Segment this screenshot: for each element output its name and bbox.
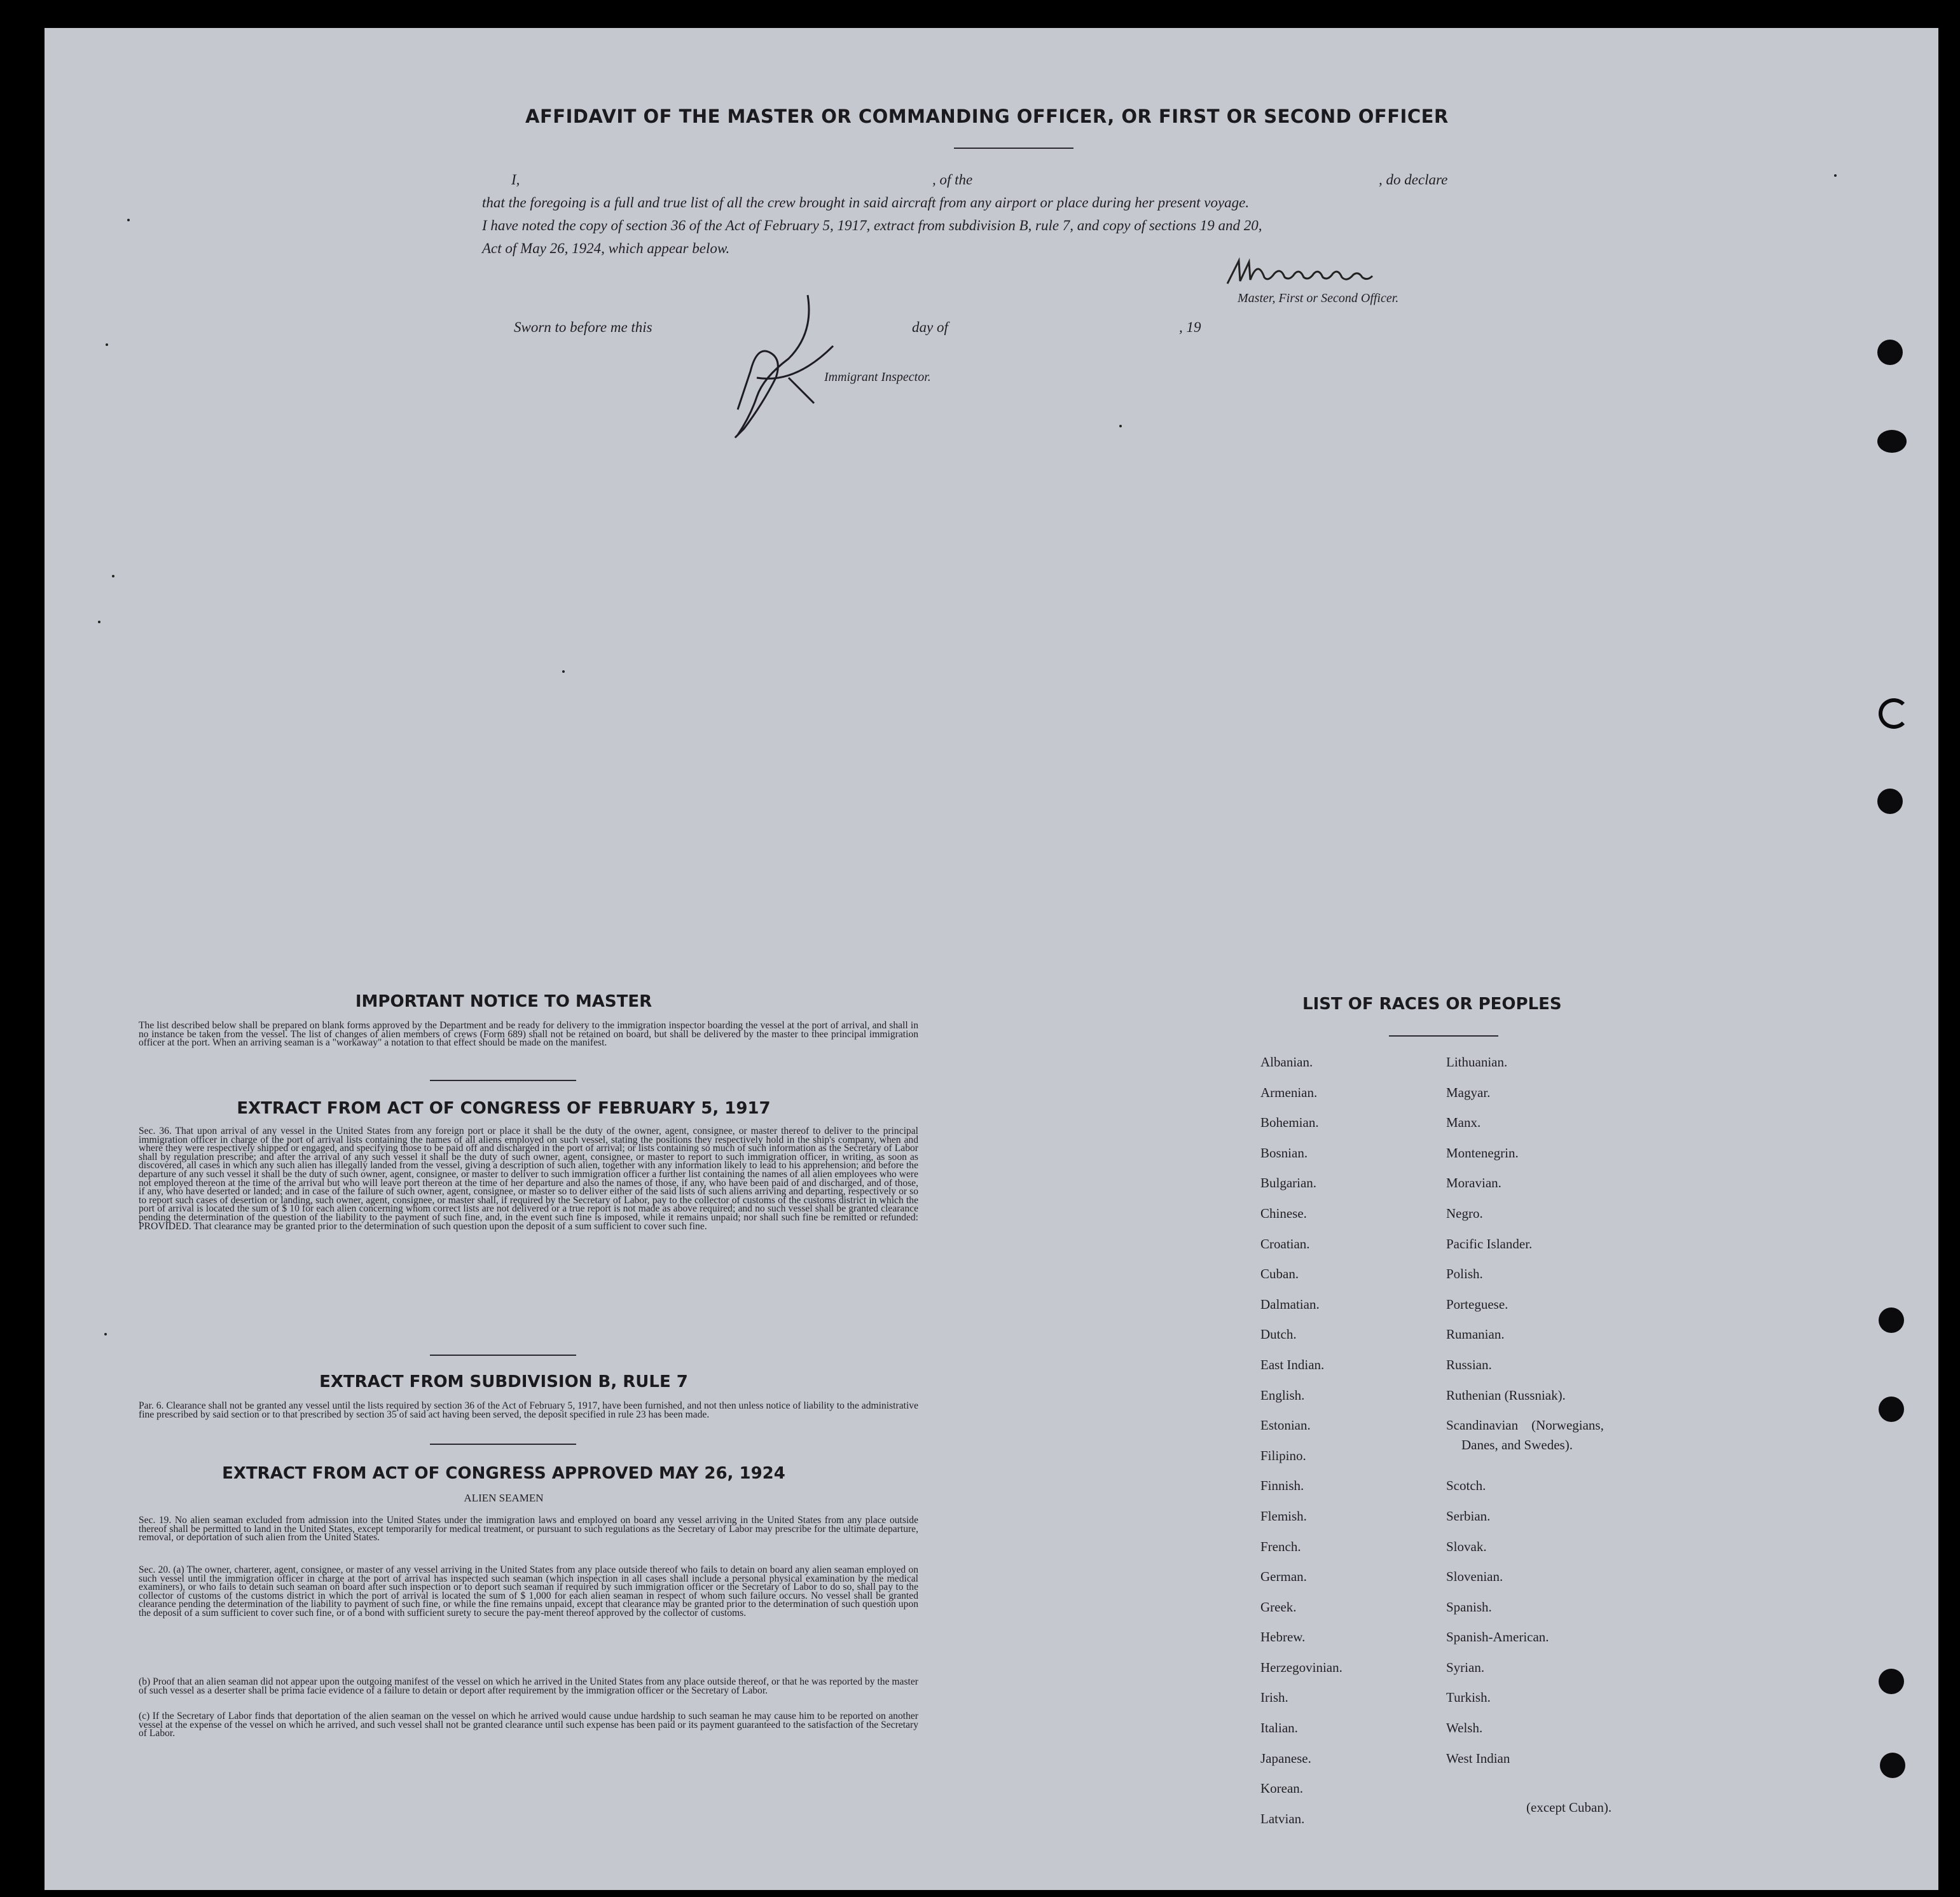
race-item: West Indian (1446, 1750, 1510, 1766)
punch-hole (1877, 340, 1903, 365)
speck (127, 219, 130, 221)
speck (562, 670, 565, 673)
race-item: Turkish. (1446, 1690, 1491, 1706)
affidavit-title: AFFIDAVIT OF THE MASTER OR COMMANDING OFFICER, OR FIRST OR SECOND OFFICER (525, 106, 1449, 127)
race-item: Welsh. (1446, 1720, 1483, 1736)
extract-1917-text: Sec. 36. That upon arrival of any vessel in the United States from any foreign port or place it shall be the duty of the owner, agent, consignee, or master thereof to deliver to the principal immigration officer in charge of the port of arrival lists containing the names of all aliens employed on such vessel, stating the positions they respectively hold in the ship's company, when and where they were respectively shipped or engaged, and specifying those to be paid off and discharged in the port of arrival; or lists containing so much of such information as the Secretary of Labor shall by regulation prescribe; and after the arrival of any such vessel it shall be the duty of such owner, agent, consignee, or master to report to such immigration officer, in writing, as soon as discovered, all cases in which any such alien has illegally landed from the vessel, giving a description of such alien, together with any information likely to lead to his apprehension; and before the departure of any such vessel it shall be the duty of such owner, agent, consignee, or master to deliver to such immigration officer a further list containing the names of all alien employees who were not employed thereon at the time of the arrival but who will leave port thereon at the time of her departure and also the names of those, if any, who have been paid of and discharged, and of those, if any, who have deserted or landed; and in case of the failure of such owner, agent, consignee, or master so to deliver either of the said lists of such aliens arriving and departing, respectively or so to report such cases of desertion or landing, such owner, agent, consignee, or master shall, if required by the Secretary of Labor, pay to the collector of customs of the customs district in which the port of arrival is located the sum of $ 10 for each alien concerning whom correct lists are not delivered or a true report is not made as above required; and no such vessel shall be granted clearance pending the determination of the question of the liability to the payment of such fine, and, in the event such fine is imposed, while it remains unpaid; nor shall such fine be remitted or refunded: PROVIDED. That clearance may be granted prior to the determination of such question upon the deposit of a sum sufficient to cover such fine. (139, 1126, 918, 1232)
race-item: Estonian. (1260, 1418, 1311, 1433)
races-rule (1389, 1035, 1498, 1037)
rule7-text: Par. 6. Clearance shall not be granted any vessel until the lists required by section 36 of the Act of February 5, 1917, have been furnished, and not then unless notice of liability to the administrative fine prescribed by said section or to that prescribed by section 35 of said act having been served, the deposit specified in rule 23 has been made. (139, 1400, 918, 1420)
race-item: Slovak. (1446, 1538, 1487, 1554)
race-item: Albanian. (1260, 1054, 1313, 1070)
race-item: Chinese. (1260, 1205, 1307, 1221)
race-item: Porteguese. (1446, 1296, 1508, 1312)
speck (106, 343, 108, 346)
race-item: Ruthenian (Russniak). (1446, 1387, 1566, 1403)
races-title: LIST OF RACES OR PEOPLES (1302, 995, 1562, 1014)
declaration-line-4: Act of May 26, 1924, which appear below. (482, 240, 730, 256)
extract-1924-subtitle: ALIEN SEAMEN (464, 1492, 544, 1504)
race-item: Negro. (1446, 1205, 1483, 1221)
inspector-caption: Immigrant Inspector. (824, 370, 931, 384)
race-item: Cuban. (1260, 1266, 1299, 1282)
race-item: Hebrew. (1260, 1629, 1306, 1645)
race-item: Dalmatian. (1260, 1296, 1320, 1312)
sec-19-text: Sec. 19. No alien seaman excluded from admission into the United States under the immigration laws and employed on board any vessel arriving in the United States from any place outside thereof shall be permitted to land in the United States, except temporarily for medical treatment, or pursuant to such regulations as the Secretary of Labor may prescribe for the ultimate departure, removal, or deportation of such alien from the United States. (139, 1515, 918, 1543)
race-item: Russian. (1446, 1356, 1492, 1372)
race-item: Moravian. (1446, 1175, 1501, 1191)
declaration-do-declare: , do declare (1379, 172, 1448, 188)
notice-title: IMPORTANT NOTICE TO MASTER (355, 992, 652, 1011)
punch-hole (1879, 1307, 1904, 1333)
rule7-title: EXTRACT FROM SUBDIVISION B, RULE 7 (319, 1372, 688, 1391)
race-item: Spanish-American. (1446, 1629, 1549, 1645)
sworn-text: Sworn to before me this (514, 319, 652, 335)
race-item: English. (1260, 1387, 1305, 1403)
declaration-line-3: I have noted the copy of section 36 of the Act of February 5, 1917, extract from subdivision B, rule 7, and copy of sections 19 and 20, (482, 217, 1262, 233)
race-item: Spanish. (1446, 1599, 1492, 1615)
day-of-text: day of (912, 319, 948, 335)
declaration-i: I, (511, 172, 520, 188)
notice-text: The list described below shall be prepared on blank forms approved by the Department and be ready for delivery to the immigration inspector boarding the vessel at the port of arrival, and shall in no instance be taken from the vessel. The list of changes of alien members of crews (Form 689) shall not be retained on board, but shall be delivered by the master to thee principal immigration officer at the port. When an arriving seaman is a "workaway" a notation to that effect should be made on the manifest. (139, 1020, 918, 1049)
extract-1917-rule (430, 1355, 576, 1356)
speck (104, 1333, 107, 1335)
race-item: Slovenian. (1446, 1569, 1503, 1585)
race-item: Latvian. (1260, 1811, 1305, 1826)
races-right-list (1446, 1054, 1604, 1781)
year-prefix: , 19 (1179, 319, 1201, 335)
sec-20c-text: (c) If the Secretary of Labor finds that deportation of the alien seaman on the vessel on which he arrived would cause undue hardship to such seaman he may cause him to be reported on another vessel at the expense of the vessel on which he arrived, and such vessel shall not be granted clearance until such expense has been paid or its payment guaranteed to the satisfaction of the Secretary of Labor. (139, 1711, 918, 1739)
race-item: Lithuanian. (1446, 1054, 1508, 1070)
race-item: Irish. (1260, 1690, 1288, 1706)
punch-hole (1879, 1397, 1904, 1422)
race-item: Magyar. (1446, 1084, 1491, 1100)
race-item: Dutch. (1260, 1327, 1297, 1342)
rule7-rule (430, 1444, 576, 1445)
race-item: Syrian. (1446, 1659, 1485, 1675)
title-rule (954, 148, 1073, 149)
race-item: Scandinavian (Norwegians, (1446, 1418, 1604, 1433)
race-item: Pacific Islander. (1446, 1236, 1533, 1252)
sec-20b-text: (b) Proof that an alien seaman did not appear upon the outgoing manifest of the vessel on which he arrived in the United States from any place outside thereof, or that he was reported by the master of such vessel as a deserter shall be prima facie evidence of a failure to detain or deport after requirement by the immigration officer or the Secretary of Labor. (139, 1676, 918, 1696)
race-item: Herzegovinian. (1260, 1659, 1342, 1675)
master-caption: Master, First or Second Officer. (1238, 291, 1399, 305)
speck (1119, 425, 1122, 427)
race-item: French. (1260, 1538, 1301, 1554)
scandinavian-continuation: Danes, and Swedes). (1461, 1437, 1573, 1452)
punch-hole (1877, 789, 1903, 814)
punch-hole (1879, 698, 1909, 729)
race-item: Bohemian. (1260, 1115, 1319, 1131)
declaration-of-the: , of the (932, 172, 973, 188)
speck (98, 621, 100, 623)
sec-20a-text: Sec. 20. (a) The owner, charterer, agent, consignee, or master of any vessel arriving in the United States from any place outside thereof who fails to detain on board any alien seaman employed on such vessel until the immigration officer in charge at the port of arrival has inspected such seaman (which inspection in all cases shall include a personal physical examination by the medical examiners), or who fails to detain such seaman on board after such inspection or to deport such seaman if required by such immigration officer or the Secretary of Labor to do so, shall pay to the collector of customs of the customs district in which the port of arrival is located the sum of $ 1,000 for each alien seaman in respect of whom such failure occurs. No vessel shall be granted clearance pending the determination of the liability to payment of such fine, or while the fine remains unpaid, except that clearance may be granted prior to the determination of such question upon the deposit of a sum sufficient to cover such fine, or of a bond with sufficient surety to secure the pay-ment thereof approved by the collector of customs. (139, 1564, 918, 1618)
race-item: Scotch. (1446, 1478, 1486, 1494)
race-item: Japanese. (1260, 1750, 1311, 1766)
race-item: German. (1260, 1569, 1307, 1585)
race-item: Korean. (1260, 1781, 1304, 1797)
race-item: Italian. (1260, 1720, 1298, 1736)
notice-rule (430, 1080, 576, 1081)
race-item: Serbian. (1446, 1508, 1491, 1524)
race-item: Armenian. (1260, 1084, 1318, 1100)
extract-1924-title: EXTRACT FROM ACT OF CONGRESS APPROVED MAY 26, 1924 (222, 1464, 785, 1483)
race-item: Bulgarian. (1260, 1175, 1317, 1191)
extract-1917-title: EXTRACT FROM ACT OF CONGRESS OF FEBRUARY 5, 1917 (237, 1099, 771, 1118)
master-signature (1221, 252, 1425, 296)
document-page (45, 28, 1938, 1890)
inspector-signature (719, 282, 878, 441)
race-item: Montenegrin. (1446, 1145, 1519, 1161)
speck (112, 575, 114, 577)
races-left-list (1260, 1054, 1342, 1841)
race-item: Polish. (1446, 1266, 1483, 1282)
west-indian-continuation: (except Cuban). (1526, 1800, 1612, 1815)
race-item: Flemish. (1260, 1508, 1307, 1524)
race-item: Manx. (1446, 1115, 1481, 1131)
race-item: East Indian. (1260, 1356, 1325, 1372)
punch-hole (1877, 430, 1907, 453)
race-item: Bosnian. (1260, 1145, 1308, 1161)
speck (1834, 174, 1837, 177)
declaration-line-2: that the foregoing is a full and true list of all the crew brought in said aircraft from any airport or place during her present voyage. (482, 195, 1250, 210)
race-item: Filipino. (1260, 1447, 1306, 1463)
race-item: Finnish. (1260, 1478, 1304, 1494)
race-item: Croatian. (1260, 1236, 1310, 1252)
race-item: Rumanian. (1446, 1327, 1505, 1342)
race-item: Greek. (1260, 1599, 1297, 1615)
punch-hole (1879, 1669, 1904, 1694)
punch-hole (1880, 1753, 1905, 1778)
